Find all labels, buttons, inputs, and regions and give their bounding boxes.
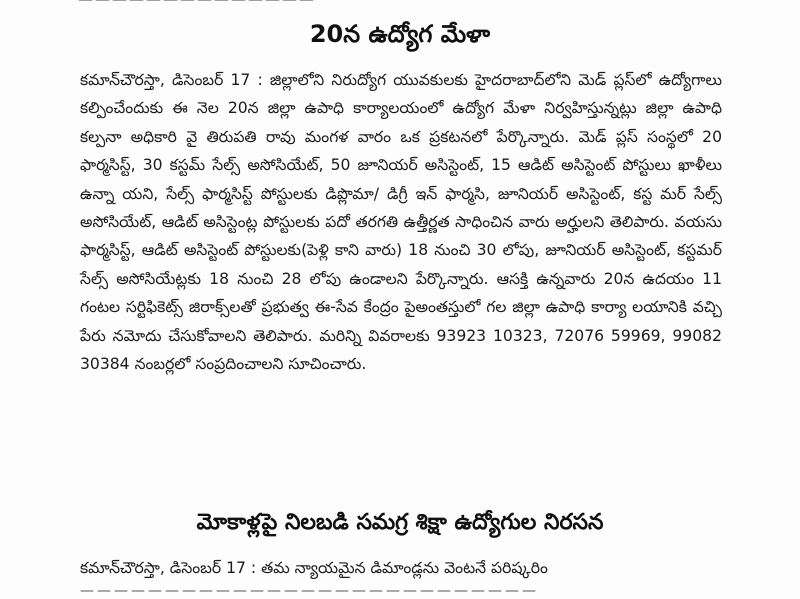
article-dateline: కమాన్‌చౌరస్తా, డిసెంబర్ 17 : [80,71,263,89]
cropped-previous-line [0,0,800,4]
second-article-headline: మోకాళ్లపై నిలబడి సమగ్ర శిక్షా ఉద్యోగుల నిరసన [196,510,604,535]
article-headline: 20న ఉద్యోగ మేళా [309,20,491,48]
cropped-next-line: ——————————————————————————— [80,583,539,599]
article-text: జిల్లాలోని నిరుద్యోగ యువకులకు హైదరాబాద్‌లోని మెడ్ ప్లస్‌లో ఉద్యోగాలు కల్పించేందుకు ఈ నెల 20న జిల్లా ఉపాధి కార్యాలయంలో ఉద్యోగ మేళా నిర్వహిస్తున్నట్లు జిల్లా ఉపాధి కల్పనా అధికారి వై తిరుపతి రావు మంగళ వారం ఒక ప్రకటనలో పేర్కొన్నారు. మెడ్ ప్లస్ సంస్థలో 20 ఫార్మసిస్ట్, 30 కస్టమ్ సేల్స్ అసోసియేట్, 50 జూనియర్ అసిస్టెంట్, 15 ఆడిట్ అసిస్టెంట్ పోస్టులు ఖాళీలు ఉన్నా యని, సేల్స్ ఫార్మసిస్ట్ పోస్టులకు డిప్లొమా/ డిగ్రీ ఇన్ ఫార్మసి, జూనియర్ అసిస్టెంట్, కస్ట మర్ సేల్స్ అసోసియేట్, ఆడిట్ అసిస్టెంట్ల పోస్టులకు పదో తరగతి ఉత్తీర్ణత సాధించిన వారు అర్హులని తెలిపారు. వయసు ఫార్మసిస్ట్, ఆడిట్ అసిస్టెంట్ పోస్టులకు(పెళ్లి కాని వారు) 18 నుంచి 30 లోపు, జూనియర్ అసిస్టెంట్, కస్టమర్ సేల్స్ అసోసియేట్లకు 18 నుంచి 28 లోపు ఉండాలని పేర్కొన్నారు. ఆసక్తి ఉన్నవారు 20న ఉదయం 11 గంటల సర్టిఫికెట్స్ జిరాక్స్‌లతో ప్రభుత్వ ఈ-సేవ కేంద్రం పైఅంతస్తులో గల జిల్లా ఉపాధి కార్యా లయానికి వచ్చి పేరు నమోదు చేసుకోవాలని తెలిపారు. మరిన్ని వివరాలకు 93923 10323, 72076 59969, 99082 30384 నంబర్లలో సంప్రదించాలని సూచించారు. [80,71,722,374]
second-article-text: తమ న్యాయమైన డిమాండ్లను వెంటనే పరిష్కరిం [256,559,548,577]
second-article-dateline: కమాన్‌చౌరస్తా, డిసెంబర్ 17 : [80,559,257,577]
article-paragraph [80,66,722,378]
article-body [80,66,722,378]
second-article-body [80,554,722,582]
